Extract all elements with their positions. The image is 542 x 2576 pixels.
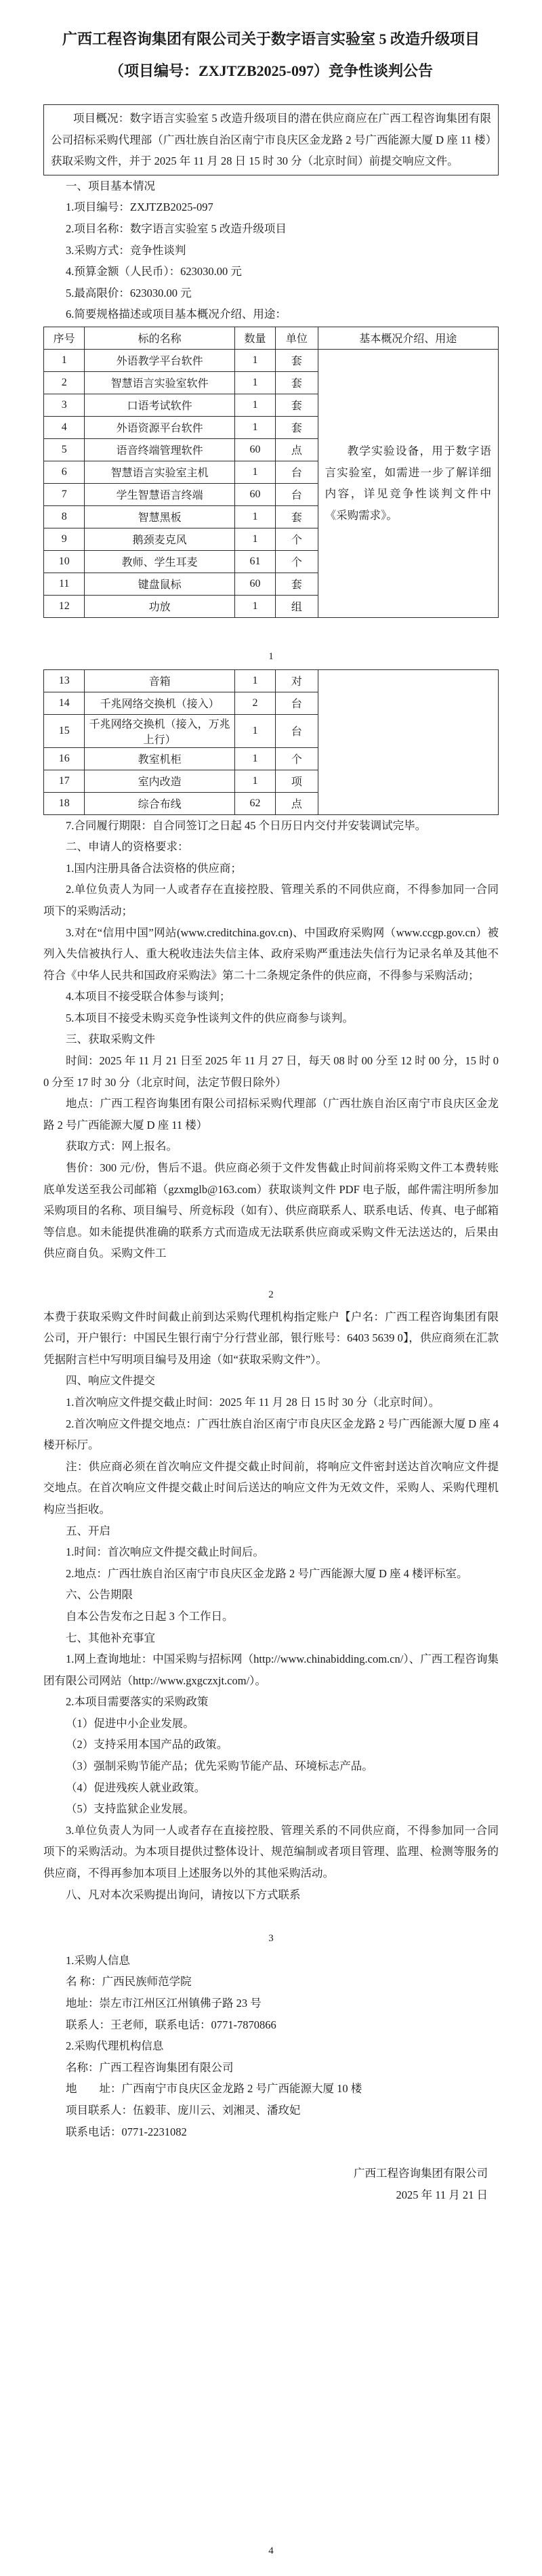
paragraph: （3）强制采购节能产品；优先采购节能产品、环境标志产品。 bbox=[66, 1760, 373, 1773]
paragraph: 2.单位负责人为同一人或者存在直接控股、管理关系的不同供应商，不得参加同一合同项下的采购活动； bbox=[43, 883, 499, 917]
document-title bbox=[43, 23, 499, 87]
section-basic-info bbox=[43, 175, 499, 325]
item-qty: 1 bbox=[234, 669, 275, 692]
item-unit: 点 bbox=[276, 792, 318, 814]
item-no: 9 bbox=[44, 528, 85, 550]
item-description-text: 教学实验设备，用于数字语言实验室，如需进一步了解详细内容，详见竞争性谈判文件中《采购需求》。 bbox=[325, 444, 491, 522]
project-overview-text: 项目概况：数字语言实验室 5 改造升级项目的潜在供应商应在广西工程咨询集团有限公司招标采购代理部（广西壮族自治区南宁市良庆区金龙路 2 号广西能源大厦 D 座 11 楼）获取采购文件，并于 2025 年 11 月 28 日 15 时 30 分（北京时间）前提交响应文件。 bbox=[51, 112, 491, 168]
item-description-merged-cell bbox=[318, 669, 498, 814]
section-requirements-and-documents bbox=[43, 815, 499, 1264]
item-name: 口语考试软件 bbox=[85, 394, 234, 416]
item-unit: 项 bbox=[276, 770, 318, 792]
paragraph: 1.采购人信息 bbox=[66, 1953, 130, 1967]
item-name: 语音终端管理软件 bbox=[85, 438, 234, 461]
item-name: 教室机柜 bbox=[85, 747, 234, 770]
paragraph: 6.简要规格描述或项目基本概况介绍、用途： bbox=[66, 308, 287, 321]
items-table-page2 bbox=[43, 669, 499, 815]
items-table-header-row bbox=[44, 327, 499, 349]
page-number-2: 2 bbox=[268, 1289, 274, 1300]
paragraph: 时间：2025 年 11 月 21 日至 2025 年 11 月 27 日，每天 08 时 00 分至 12 时 00 分，15 时 00 分至 17 时 30 分（北京时间，法定节假日除外） bbox=[43, 1054, 499, 1089]
item-no: 18 bbox=[44, 792, 85, 814]
item-no: 6 bbox=[44, 461, 85, 483]
paragraph: 项目联系人：伍毅菲、庞川云、刘湘灵、潘玫妃 bbox=[66, 2103, 301, 2117]
item-no: 16 bbox=[44, 747, 85, 770]
page-number-3: 3 bbox=[268, 1933, 274, 1945]
document-title-line-1: 广西工程咨询集团有限公司关于数字语言实验室 5 改造升级项目 bbox=[62, 30, 480, 47]
item-no: 2 bbox=[44, 371, 85, 394]
item-qty: 1 bbox=[234, 505, 275, 528]
paragraph: 八、凡对本次采购提出询问，请按以下方式联系 bbox=[66, 1888, 301, 1901]
paragraph: （2）支持采用本国产品的政策。 bbox=[66, 1738, 228, 1751]
paragraph: 自本公告发布之日起 3 个工作日。 bbox=[66, 1609, 234, 1623]
item-no: 3 bbox=[44, 394, 85, 416]
paragraph: 2.地点：广西壮族自治区南宁市良庆区金龙路 2 号广西能源大厦 D 座 4 楼评标室。 bbox=[66, 1566, 468, 1580]
document-title-line-2: （项目编号：ZXJTZB2025-097）竞争性谈判公告 bbox=[109, 62, 433, 79]
item-no: 14 bbox=[44, 692, 85, 714]
item-unit: 台 bbox=[276, 714, 318, 747]
item-unit: 对 bbox=[276, 669, 318, 692]
item-name: 功放 bbox=[85, 595, 234, 617]
paragraph: 一、项目基本情况 bbox=[66, 179, 155, 192]
item-qty: 1 bbox=[234, 747, 275, 770]
paragraph: 联系电话：0771-2231082 bbox=[66, 2125, 187, 2138]
paragraph: 2.项目名称：数字语言实验室 5 改造升级项目 bbox=[66, 222, 287, 235]
section-submission-opening-other bbox=[43, 1306, 499, 1906]
item-name: 音箱 bbox=[85, 669, 234, 692]
item-qty: 60 bbox=[234, 573, 275, 595]
item-no: 7 bbox=[44, 483, 85, 505]
project-overview-box bbox=[43, 104, 499, 175]
paragraph: 1.首次响应文件提交截止时间：2025 年 11 月 28 日 15 时 30 分（北京时间）。 bbox=[66, 1395, 440, 1409]
paragraph: 3.单位负责人为同一人或者存在直接控股、管理关系的不同供应商，不得参加同一合同项下的采购活动。为本项目提供过整体设计、规范编制或者项目管理、监理、检测等服务的供应商，不得再参加本项目上述服务以外的其他采购活动。 bbox=[43, 1823, 499, 1880]
paragraph: 地点：广西工程咨询集团有限公司招标采购代理部（广西壮族自治区南宁市良庆区金龙路 2 号广西能源大厦 D 座 11 楼） bbox=[43, 1097, 499, 1131]
item-no: 1 bbox=[44, 349, 85, 371]
item-unit: 个 bbox=[276, 550, 318, 573]
item-unit: 台 bbox=[276, 461, 318, 483]
page-number-1: 1 bbox=[268, 650, 274, 662]
item-unit: 台 bbox=[276, 692, 318, 714]
paragraph: 二、申请人的资格要求： bbox=[66, 840, 189, 854]
paragraph: 四、响应文件提交 bbox=[66, 1374, 155, 1388]
paragraph: 三、获取采购文件 bbox=[66, 1033, 155, 1046]
paragraph: 2.本项目需要落实的采购政策 bbox=[66, 1695, 209, 1709]
item-unit: 点 bbox=[276, 438, 318, 461]
item-name: 智慧黑板 bbox=[85, 505, 234, 528]
header-unit: 单位 bbox=[276, 327, 318, 349]
paragraph: 2.首次响应文件提交地点：广西壮族自治区南宁市良庆区金龙路 2 号广西能源大厦 D 座 4 楼开标厅。 bbox=[43, 1417, 499, 1452]
item-name: 室内改造 bbox=[85, 770, 234, 792]
paragraph: 五、开启 bbox=[66, 1524, 110, 1537]
page-number-4: 4 bbox=[268, 2546, 274, 2557]
paragraph: 获取方式：网上报名。 bbox=[66, 1140, 178, 1153]
signature-company: 广西工程咨询集团有限公司 bbox=[354, 2167, 488, 2180]
header-qty: 数量 bbox=[234, 327, 275, 349]
item-qty: 1 bbox=[234, 528, 275, 550]
item-unit: 套 bbox=[276, 505, 318, 528]
item-unit: 个 bbox=[276, 528, 318, 550]
item-no: 10 bbox=[44, 550, 85, 573]
item-unit: 套 bbox=[276, 371, 318, 394]
item-qty: 1 bbox=[234, 394, 275, 416]
item-name: 千兆网络交换机（接入，万兆上行） bbox=[85, 714, 234, 747]
item-name: 智慧语言实验室软件 bbox=[85, 371, 234, 394]
item-unit: 套 bbox=[276, 573, 318, 595]
item-row-1 bbox=[44, 349, 499, 371]
item-no: 5 bbox=[44, 438, 85, 461]
paragraph: 1.国内注册具备合法资格的供应商； bbox=[66, 861, 242, 875]
paragraph: 2.采购代理机构信息 bbox=[66, 2039, 164, 2053]
paragraph: 联系人：王老师，联系电话：0771-7870866 bbox=[66, 2018, 276, 2031]
paragraph: 4.预算金额（人民币）：623030.00 元 bbox=[66, 265, 242, 278]
paragraph: 1.网上查询地址：中国采购与招标网（http://www.chinabidding.com.cn/）、广西工程咨询集团有限公司网站（http://www.gxgczxjt.com/）。 bbox=[43, 1653, 499, 1687]
paragraph: 4.本项目不接受联合体参与谈判； bbox=[66, 990, 231, 1003]
paragraph: 地 址：广西南宁市良庆区金龙路 2 号广西能源大厦 10 楼 bbox=[66, 2082, 362, 2096]
header-no: 序号 bbox=[44, 327, 85, 349]
item-qty: 1 bbox=[234, 416, 275, 438]
item-unit: 套 bbox=[276, 394, 318, 416]
item-row-13 bbox=[44, 669, 499, 692]
item-name: 综合布线 bbox=[85, 792, 234, 814]
item-no: 4 bbox=[44, 416, 85, 438]
header-note: 基本概况介绍、用途 bbox=[318, 327, 498, 349]
item-qty: 1 bbox=[234, 371, 275, 394]
item-unit: 个 bbox=[276, 747, 318, 770]
item-name: 千兆网络交换机（接入） bbox=[85, 692, 234, 714]
item-qty: 62 bbox=[234, 792, 275, 814]
signature-block bbox=[43, 2163, 499, 2205]
item-unit: 台 bbox=[276, 483, 318, 505]
paragraph: （4）促进残疾人就业政策。 bbox=[66, 1781, 206, 1794]
paragraph: 售价：300 元/份，售后不退。供应商必须于文件发售截止时间前将采购文件工本费转账底单发送至我公司邮箱（gzxmglb@163.com）获取谈判文件 PDF 电子版，邮件需注明所参加采购项目的名称、项目编号、所竞标段（如有）、供应商联系人、联系电话、传真、电子邮箱等信息。如未能提供准确的联系方式而造成无法联系供应商或采购文件无法送达的，后果由供应商自负。采购文件工 bbox=[43, 1161, 499, 1260]
paragraph: 七、其他补充事宜 bbox=[66, 1631, 155, 1644]
paragraph: 六、公告期限 bbox=[66, 1588, 133, 1602]
item-no: 8 bbox=[44, 505, 85, 528]
item-qty: 1 bbox=[234, 349, 275, 371]
paragraph: 5.本项目不接受未购买竞争性谈判文件的供应商参与谈判。 bbox=[66, 1011, 354, 1024]
paragraph: 1.项目编号：ZXJTZB2025-097 bbox=[66, 201, 213, 214]
item-name: 键盘鼠标 bbox=[85, 573, 234, 595]
item-no: 13 bbox=[44, 669, 85, 692]
paragraph: 名 称：广西民族师范学院 bbox=[66, 1975, 192, 1989]
paragraph: 注：供应商必须在首次响应文件提交截止时间前，将响应文件密封送达首次响应文件提交地点。在首次响应文件提交截止时间后送达的响应文件为无效文件，采购人、采购代理机构应当拒收。 bbox=[43, 1459, 499, 1516]
item-qty: 1 bbox=[234, 770, 275, 792]
item-qty: 60 bbox=[234, 483, 275, 505]
items-table-page1 bbox=[43, 327, 499, 618]
paragraph: 5.最高限价：623030.00 元 bbox=[66, 286, 192, 299]
item-qty: 1 bbox=[234, 714, 275, 747]
item-unit: 组 bbox=[276, 595, 318, 617]
item-name: 鹅颈麦克风 bbox=[85, 528, 234, 550]
item-no: 11 bbox=[44, 573, 85, 595]
paragraph: （1）促进中小企业发展。 bbox=[66, 1716, 194, 1730]
section-contact-info bbox=[43, 1950, 499, 2142]
item-unit: 套 bbox=[276, 416, 318, 438]
item-name: 教师、学生耳麦 bbox=[85, 550, 234, 573]
item-qty: 61 bbox=[234, 550, 275, 573]
paragraph: 1.时间：首次响应文件提交截止时间后。 bbox=[66, 1545, 264, 1559]
item-name: 外语教学平台软件 bbox=[85, 349, 234, 371]
item-qty: 1 bbox=[234, 461, 275, 483]
item-unit: 套 bbox=[276, 349, 318, 371]
paragraph: 地址：崇左市江州区江州镇佛子路 23 号 bbox=[66, 1997, 262, 2010]
paragraph: （5）支持监狱企业发展。 bbox=[66, 1802, 194, 1816]
item-name: 智慧语言实验室主机 bbox=[85, 461, 234, 483]
item-no: 15 bbox=[44, 714, 85, 747]
signature-date: 2025 年 11 月 21 日 bbox=[396, 2188, 488, 2201]
item-qty: 2 bbox=[234, 692, 275, 714]
paragraph: 本费于获取采购文件时间截止前到达采购代理机构指定账户【户名：广西工程咨询集团有限公司，开户银行：中国民生银行南宁分行营业部，银行账号：6403 5639 0】，供应商须在汇款凭据附言栏中写明项目编号及用途（如“获取采购文件”）。 bbox=[43, 1310, 499, 1366]
item-no: 17 bbox=[44, 770, 85, 792]
paragraph: 名称：广西工程咨询集团有限公司 bbox=[66, 2060, 234, 2074]
item-name: 学生智慧语言终端 bbox=[85, 483, 234, 505]
item-qty: 1 bbox=[234, 595, 275, 617]
item-no: 12 bbox=[44, 595, 85, 617]
item-description-merged-cell bbox=[318, 349, 498, 617]
paragraph: 3.采购方式：竞争性谈判 bbox=[66, 243, 186, 257]
paragraph: 3.对在“信用中国”网站(www.creditchina.gov.cn)、中国政府采购网（www.ccgp.gov.cn）被列入失信被执行人、重大税收违法失信主体、政府采购严重违法失信行为记录名单及其他不符合《中华人民共和国政府采购法》第二十二条规定条件的供应商，不得参与采购活动； bbox=[43, 926, 499, 982]
item-name: 外语资源平台软件 bbox=[85, 416, 234, 438]
paragraph: 7.合同履行期限：自合同签订之日起 45 个日历日内交付并安装调试完毕。 bbox=[66, 818, 427, 832]
item-qty: 60 bbox=[234, 438, 275, 461]
header-name: 标的名称 bbox=[85, 327, 234, 349]
